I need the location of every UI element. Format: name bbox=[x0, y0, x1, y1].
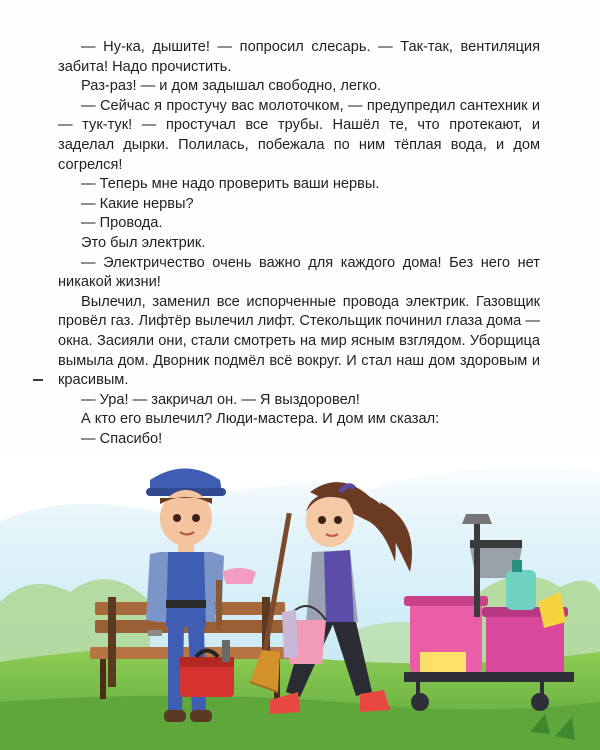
margin-mark bbox=[33, 379, 43, 381]
paragraph: Раз-раз! — и дом задышал свободно, легко. bbox=[81, 78, 382, 95]
story-text bbox=[58, 38, 540, 449]
illustration bbox=[0, 452, 600, 750]
paragraph: А кто его вылечил? Люди-мастера. И дом им сказал: bbox=[81, 411, 440, 428]
paragraph: — Спасибо! bbox=[81, 430, 163, 447]
paragraph: — Ну-ка, дышите! — попросил слесарь. — Так-так, вентиляция забита! Надо прочистить. bbox=[58, 39, 540, 75]
paragraph: Это был электрик. bbox=[81, 234, 206, 251]
paragraph: — Какие нервы? bbox=[81, 195, 194, 212]
paragraph: — Теперь мне надо проверить ваши нервы. bbox=[81, 176, 380, 193]
paragraph: — Электричество очень важно для каждого дома! Без него нет никакой жизни! bbox=[58, 254, 540, 291]
paragraph: — Провода. bbox=[81, 215, 163, 232]
paragraph: Вылечил, заменил все испорченные провода электрик. Газовщик провёл газ. Лифтёр вылечил лифт. Стекольщик починил глаза дома — окна. Засияли они, стали смотреть на мир ясным взглядом. Уборщица вымыла дом. Дворник подмёл всё вокруг. И стал наш дом здоровым и красивым. bbox=[58, 293, 540, 389]
paragraph: — Ура! — закричал он. — Я выздоровел! bbox=[81, 391, 360, 408]
paragraph: — Сейчас я простучу вас молоточком, — предупредил сантехник и — тук-тук! — простучал все трубы. Нашёл те, что протекают, и заделал дырки. Полилась, побежала по ним тёплая вода, и дом согрелся! bbox=[58, 97, 540, 173]
